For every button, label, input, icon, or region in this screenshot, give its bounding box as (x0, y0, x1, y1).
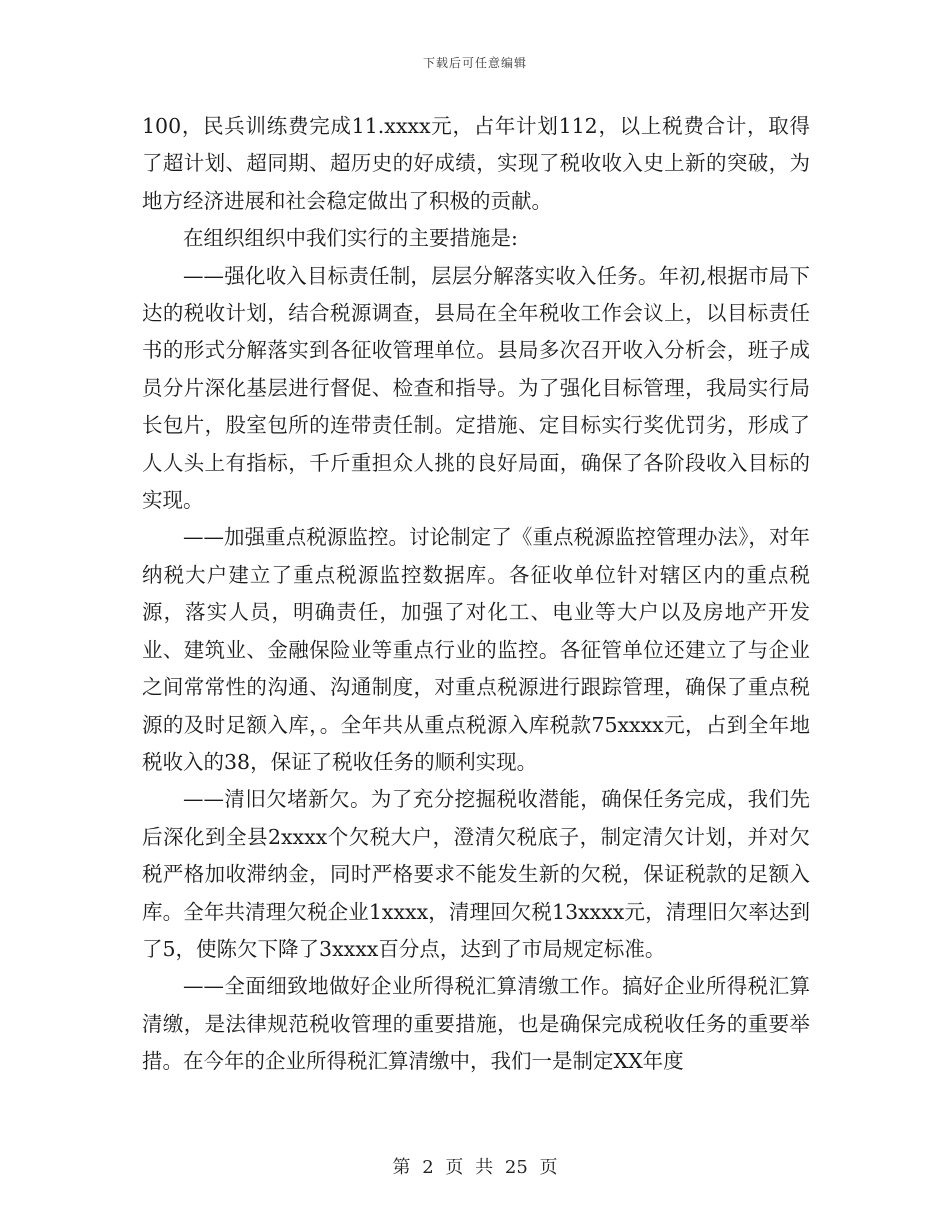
page-number-footer (0, 1153, 950, 1179)
paragraph: ——清旧欠堵新欠。为了充分挖掘税收潜能，确保任务完成，我们先后深化到全县2xxxx个欠税大户，澄清欠税底子，制定清欠计划，并对欠税严格加收滞纳金，同时严格要求不能发生新的欠税，保证税款的足额入库。全年共清理欠税企业1xxxx，清理回欠税13xxxx元，清理旧欠率达到了5，使陈欠下降了3xxxx百分点，达到了市局规定标准。 (142, 787, 810, 961)
page-label-prefix: 第 (392, 1157, 411, 1178)
current-page-number: 2 (422, 1157, 434, 1178)
page-label-suffix: 页 (539, 1157, 558, 1178)
paragraph: 100，民兵训练费完成11.xxxx元，占年计划112，以上税费合计，取得了超计划、超同期、超历史的好成绩，实现了税收收入史上新的突破，为地方经济进展和社会稳定做出了积极的贡献。 (142, 114, 810, 213)
page-label-total-prefix: 共 (475, 1157, 494, 1178)
paragraph: ——加强重点税源监控。讨论制定了《重点税源监控管理办法》，对年纳税大户建立了重点税源监控数据库。各征收单位针对辖区内的重点税源，落实人员，明确责任，加强了对化工、电业等大户以及房地产开发业、建筑业、金融保险业等重点行业的监控。各征管单位还建立了与企业之间常常性的沟通、沟通制度，对重点税源进行跟踪管理，确保了重点税源的及时足额入库，。全年共从重点税源入库税款75xxxx元，占到全年地税收入的38，保证了税收任务的顺利实现。 (142, 525, 810, 774)
page-label-unit: 页 (445, 1157, 464, 1178)
paragraph: ——强化收入目标责任制，层层分解落实收入任务。年初,根据市局下达的税收计划，结合税源调查，县局在全年税收工作会议上，以目标责任书的形式分解落实到各征收管理单位。县局多次召开收入分析会，班子成员分片深化基层进行督促、检查和指导。为了强化目标管理，我局实行局长包片，股室包所的连带责任制。定措施、定目标实行奖优罚劣，形成了人人头上有指标，千斤重担众人挑的良好局面，确保了各阶段收入目标的实现。 (142, 263, 810, 513)
document-body (142, 108, 810, 1081)
page-header: 下载后可任意编辑 (422, 56, 527, 70)
paragraph: ——全面细致地做好企业所得税汇算清缴工作。搞好企业所得税汇算清缴，是法律规范税收管理的重要措施，也是确保完成税收任务的重要举措。在今年的企业所得税汇算清缴中，我们一是制定XX年度 (142, 974, 810, 1074)
total-pages-number: 25 (504, 1157, 528, 1178)
paragraph: 在组织组织中我们实行的主要措施是: (183, 226, 518, 251)
